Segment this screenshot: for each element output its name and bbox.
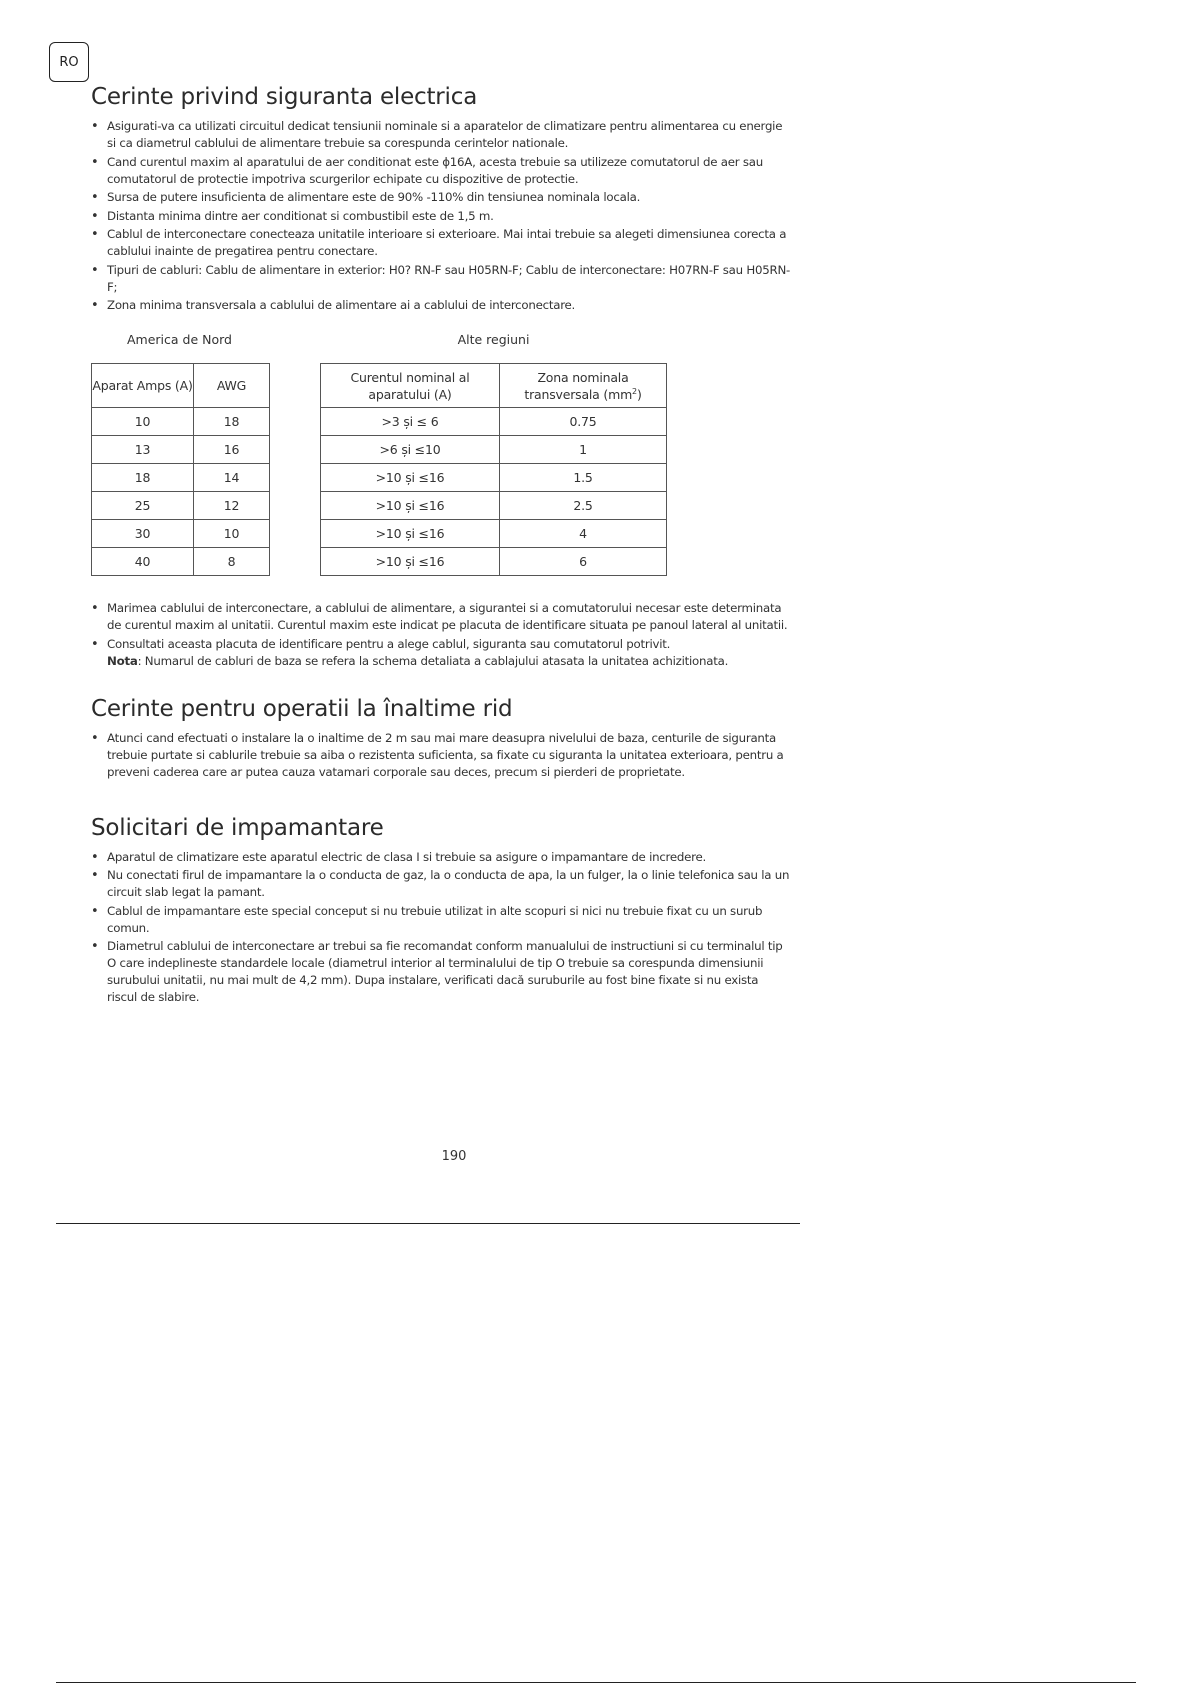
list-item: • Zona minima transversala a cablului de alimentare ai a cablului de interconectare.	[107, 297, 791, 314]
table-cell: >10 și ≤16	[321, 464, 500, 492]
table-caption-north-america: America de Nord	[127, 332, 232, 347]
language-badge: RO	[49, 42, 89, 82]
table-cell: 18	[92, 464, 194, 492]
list-item: • Tipuri de cabluri: Cablu de alimentare in exterior: H0? RN-F sau H05RN-F; Cablu de interconectare: H07RN-F sau H05RN-F;	[107, 262, 791, 296]
bottom-divider-line	[56, 1682, 1136, 1683]
list-item: • Nu conectati firul de impamantare la o conducta de gaz, la o conducta de apa, la un fulger, la o linie telefonica sau la un circuit slab legat la pamant.	[107, 867, 791, 901]
table-cell: 13	[92, 436, 194, 464]
height-work-list	[91, 730, 791, 781]
table-caption-other-regions: Alte regiuni	[457, 332, 530, 347]
list-item: • Asigurati-va ca utilizati circuitul dedicat tensiunii nominale si a aparatelor de climatizare pentru alimentarea cu energie si ca diametrul cablului de alimentare trebuie sa corespunda cerintelor nationale.	[107, 118, 791, 152]
table-cell: 25	[92, 492, 194, 520]
section-title-grounding: Solicitari de impamantare	[91, 814, 384, 841]
cable-size-tables	[91, 332, 791, 592]
table-cell: 12	[194, 492, 270, 520]
section-title-height-work: Cerinte pentru operatii la înaltime rid	[91, 695, 513, 722]
header-cross-section	[500, 364, 667, 408]
list-item: • Sursa de putere insuficienta de alimentare este de 90% -110% din tensiunea nominala locala.	[107, 189, 791, 206]
list-item: • Atunci cand efectuati o instalare la o inaltime de 2 m sau mai mare deasupra nivelului de baza, centurile de siguranta trebuie purtate si cablurile trebuie sa aiba o rezistenta suficienta, sa fixate cu siguranta la unitatea exterioara, pentru a preveni caderea care ar putea cauza vatamari corporale sau deces, precum si pierderi de proprietate.	[107, 730, 791, 781]
table-cell: 2.5	[500, 492, 667, 520]
electrical-safety-list	[91, 118, 791, 314]
section-title-electrical-safety: Cerinte privind siguranta electrica	[91, 84, 478, 110]
header-amps: Aparat Amps (A)	[92, 364, 194, 408]
table-cell: >6 și ≤10	[321, 436, 500, 464]
table-cell: 10	[92, 408, 194, 436]
list-item: • Diametrul cablului de interconectare ar trebui sa fie recomandat conform manualului de instructiuni si cu terminalul tip O care indeplineste standardele locale (diametrul interior al terminalului de tip O trebuie sa corespunda dimensiunii surubului unitatii, nu mai mult de 4,2 mm). Dupa instalare, verificati dacă suruburile au fost bine fixate si nu exista riscul de slabire.	[107, 938, 791, 1006]
note-text: : Numarul de cabluri de baza se refera la schema detaliata a cablajului atasata la unitatea achizitionata.	[137, 653, 729, 668]
table-cell: 1	[500, 436, 667, 464]
table-cell: >10 și ≤16	[321, 548, 500, 576]
north-america-table	[91, 363, 270, 576]
table-cell: >10 și ≤16	[321, 492, 500, 520]
table-row	[321, 408, 667, 436]
note	[107, 653, 791, 670]
table-row	[92, 464, 270, 492]
table-row	[321, 492, 667, 520]
header-nominal-current: Curentul nominal al aparatului (A)	[321, 364, 500, 408]
page-content	[91, 84, 791, 1008]
table-cell: 6	[500, 548, 667, 576]
list-item: • Cablul de impamantare este special conceput si nu trebuie utilizat in alte scopuri si nici nu trebuie fixat cu un surub comun.	[107, 903, 791, 937]
list-item: • Marimea cablului de interconectare, a cablului de alimentare, a sigurantei si a comutatorului necesar este determinata de curentul maxim al unitatii. Curentul maxim este indicat pe placuta de identificare situata pe panoul lateral al unitatii.	[107, 600, 791, 634]
other-regions-table	[320, 363, 667, 576]
header-cross-section-close: )	[636, 386, 642, 402]
superscript-2: 2	[632, 386, 637, 396]
table-cell: 0.75	[500, 408, 667, 436]
table-header-row	[321, 364, 667, 408]
table-header-row	[92, 364, 270, 408]
table-cell: >10 și ≤16	[321, 520, 500, 548]
table-row	[92, 436, 270, 464]
table-row	[321, 520, 667, 548]
table-cell: 14	[194, 464, 270, 492]
grounding-list	[91, 849, 791, 1007]
table-cell: 30	[92, 520, 194, 548]
table-cell: 18	[194, 408, 270, 436]
table-cell: 1.5	[500, 464, 667, 492]
table-row	[92, 548, 270, 576]
table-cell: 4	[500, 520, 667, 548]
table-cell: 10	[194, 520, 270, 548]
table-row	[92, 408, 270, 436]
list-item: • Cand curentul maxim al aparatului de aer conditionat este ϕ16A, acesta trebuie sa utilizeze comutatorul de aer sau comutatorul de protectie impotriva scurgerilor echipate cu dispozitive de protectie.	[107, 154, 791, 188]
table-cell: 8	[194, 548, 270, 576]
note-label: Nota	[107, 653, 138, 668]
cable-sizing-list	[91, 600, 791, 670]
header-cross-section-text: Zona nominala transversala (mm	[524, 369, 633, 402]
list-item	[107, 636, 791, 670]
table-cell: 16	[194, 436, 270, 464]
table-row	[92, 520, 270, 548]
table-row	[321, 436, 667, 464]
table-row	[92, 492, 270, 520]
divider-line	[56, 1223, 800, 1224]
table-cell: 40	[92, 548, 194, 576]
header-awg: AWG	[194, 364, 270, 408]
table-cell: >3 și ≤ 6	[321, 408, 500, 436]
list-item-text: Consultati aceasta placuta de identificare pentru a alege cablul, siguranta sau comutatorul potrivit.	[107, 636, 671, 651]
list-item: • Cablul de interconectare conecteaza unitatile interioare si exterioare. Mai intai trebuie sa alegeti dimensiunea corecta a cablului inainte de pregatirea pentru conectare.	[107, 226, 791, 260]
page-number: 190	[441, 1149, 467, 1164]
table-row	[321, 548, 667, 576]
list-item: • Distanta minima dintre aer conditionat si combustibil este de 1,5 m.	[107, 208, 791, 225]
list-item: • Aparatul de climatizare este aparatul electric de clasa I si trebuie sa asigure o impamantare de incredere.	[107, 849, 791, 866]
table-row	[321, 464, 667, 492]
